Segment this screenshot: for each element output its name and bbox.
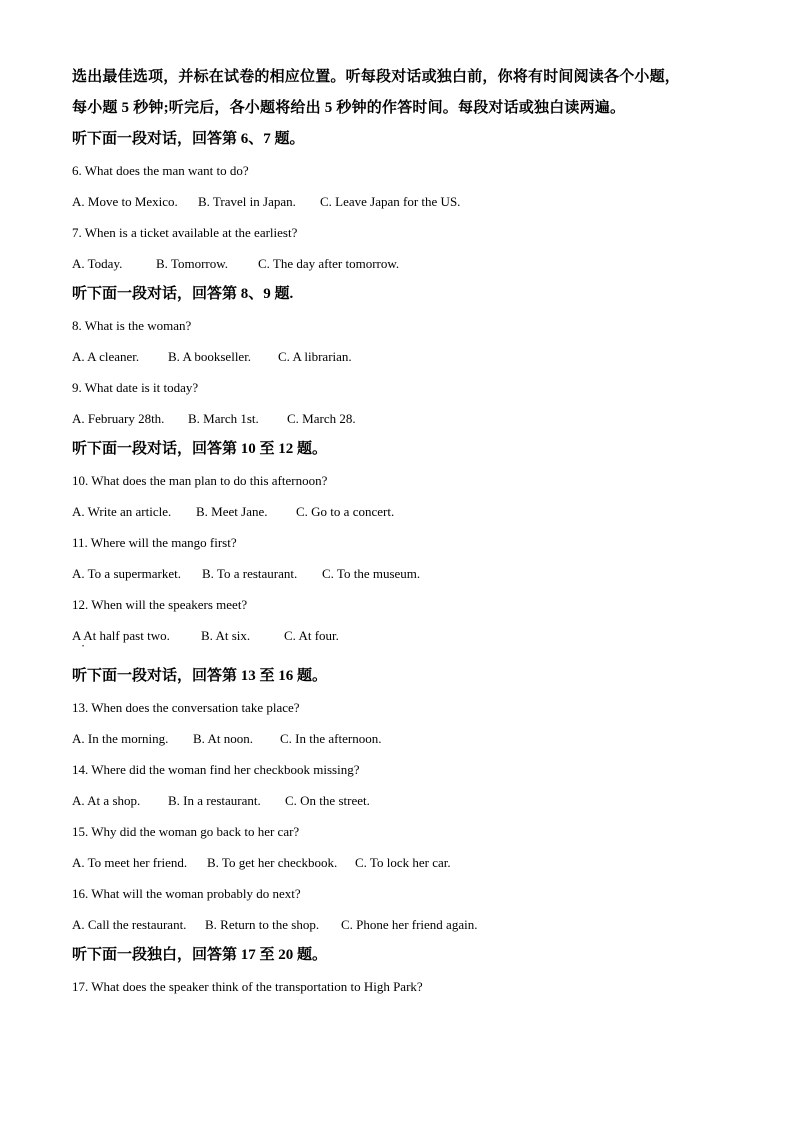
options-9 [72, 403, 732, 434]
option-a: A. Write an article. [72, 504, 172, 519]
option-c: C. In the afternoon. [280, 731, 382, 746]
question-7: 7. When is a ticket available at the earliest? [72, 225, 298, 240]
options-7 [72, 248, 732, 279]
options-15 [72, 847, 732, 878]
option-b: B. March 1st. [188, 411, 259, 426]
option-c: C. To lock her car. [355, 855, 451, 870]
options-16 [72, 909, 732, 940]
section-heading-13-16: 听下面一段对话，回答第 13 至 16 题。 [72, 668, 328, 684]
option-a: A. Today. [72, 256, 123, 271]
option-c: C. On the street. [285, 793, 370, 808]
options-13 [72, 723, 732, 754]
question-10: 10. What does the man plan to do this afternoon? [72, 473, 328, 488]
instructions [72, 62, 732, 124]
exam-page [72, 62, 732, 1002]
option-b: B. A bookseller. [168, 349, 252, 364]
option-b: B. Travel in Japan. [198, 194, 296, 209]
option-b: B. To get her checkbook. [207, 855, 338, 870]
option-b: B. Tomorrow. [156, 256, 229, 271]
question-15: 15. Why did the woman go back to her car? [72, 824, 300, 839]
section-heading-10-12: 听下面一段对话，回答第 10 至 12 题。 [72, 441, 328, 457]
question-13: 13. When does the conversation take place? [72, 700, 300, 715]
option-a: A. At a shop. [72, 793, 141, 808]
option-a: A. A cleaner. [72, 349, 140, 364]
option-b: B. At six. [201, 628, 251, 643]
instructions-line-2: 每小题 5 秒钟;听完后，各小题将给出 5 秒钟的作答时间。每段对话或独白读两遍。 [72, 100, 626, 116]
question-8: 8. What is the woman? [72, 318, 192, 333]
options-12 [72, 620, 732, 651]
option-c: C. Phone her friend again. [341, 917, 478, 932]
question-6: 6. What does the man want to do? [72, 163, 249, 178]
option-c: C. Leave Japan for the US. [320, 194, 461, 209]
options-10 [72, 496, 732, 527]
option-c: C. The day after tomorrow. [258, 256, 400, 271]
question-17: 17. What does the speaker think of the transportation to High Park? [72, 979, 423, 994]
option-a: A. February 28th. [72, 411, 165, 426]
options-8 [72, 341, 732, 372]
option-c: C. A librarian. [278, 349, 352, 364]
option-c: C. Go to a concert. [296, 504, 395, 519]
option-a: A. To a supermarket. [72, 566, 181, 581]
options-6 [72, 186, 732, 217]
question-14: 14. Where did the woman find her checkbook missing? [72, 762, 360, 777]
question-9: 9. What date is it today? [72, 380, 199, 395]
question-12: 12. When will the speakers meet? [72, 597, 248, 612]
option-b: B. Return to the shop. [205, 917, 320, 932]
section-heading-6-7: 听下面一段对话，回答第 6、7 题。 [72, 131, 305, 147]
options-11 [72, 558, 732, 589]
option-a: A At half past two. [72, 628, 170, 643]
option-b: B. At noon. [193, 731, 253, 746]
question-16: 16. What will the woman probably do next? [72, 886, 301, 901]
option-a: A. To meet her friend. [72, 855, 188, 870]
option-c: C. At four. [284, 628, 339, 643]
options-14 [72, 785, 732, 816]
stray-dot: • [82, 644, 85, 650]
section-heading-17-20: 听下面一段独白，回答第 17 至 20 题。 [72, 947, 328, 963]
option-c: C. March 28. [287, 411, 356, 426]
option-c: C. To the museum. [322, 566, 421, 581]
option-b: B. In a restaurant. [168, 793, 261, 808]
option-a: A. In the morning. [72, 731, 169, 746]
option-a: A. Move to Mexico. [72, 194, 178, 209]
option-b: B. To a restaurant. [202, 566, 298, 581]
question-11: 11. Where will the mango first? [72, 535, 237, 550]
option-b: B. Meet Jane. [196, 504, 268, 519]
section-heading-8-9: 听下面一段对话，回答第 8、9 题. [72, 286, 294, 302]
option-a: A. Call the restaurant. [72, 917, 187, 932]
instructions-line-1: 选出最佳选项，并标在试卷的相应位置。听每段对话或独白前，你将有时间阅读各个小题， [72, 69, 681, 85]
